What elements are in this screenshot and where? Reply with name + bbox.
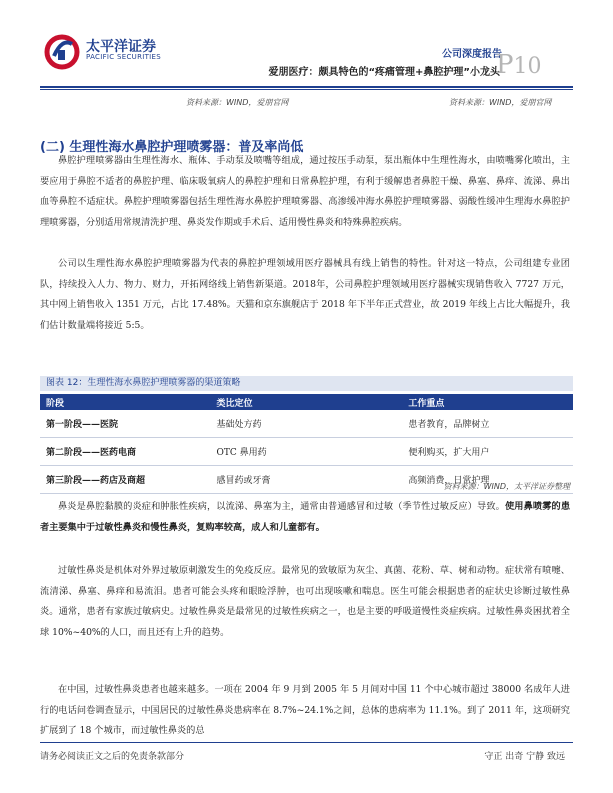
cell-focus: 高频消费，日常护理 (402, 466, 573, 494)
footer-disclaimer: 请务必阅读正文之后的免责条款部分 (40, 752, 185, 762)
cell-stage: 第二阶段——医药电商 (40, 438, 211, 466)
source-note-left: 资料来源：WIND，爱朋官网 (186, 98, 289, 107)
cell-stage: 第三阶段——药店及商超 (40, 466, 211, 494)
paragraph-5: 在中国，过敏性鼻炎患者也越来越多。一项在 2004 年 9 月到 2005 年 5 月间对中国 11 个中心城市超过 38000 名成年人进行的电话问卷调查显示，中国居民的过敏性鼻炎患病率在 8.7%~24.1%之间，总体的患病率为 11.1%。到了 2011 年，这项研究扩展到了 18 个城市，而过敏性鼻炎的总 (40, 684, 570, 737)
logo-text-en: PACIFIC SECURITIES (86, 53, 162, 61)
figure-source: 资料来源：WIND，太平洋证券整理 (443, 482, 570, 491)
col-header-positioning: 类比定位 (211, 394, 403, 410)
header-rule (40, 86, 573, 88)
col-header-focus: 工作重点 (402, 394, 573, 410)
footer-motto: 守正 出奇 宁静 致远 (484, 752, 565, 762)
cell-stage: 第一阶段——医院 (40, 410, 211, 438)
cell-positioning: 感冒药或牙膏 (211, 466, 403, 494)
source-note-right: 资料来源：WIND，爱朋官网 (449, 98, 552, 107)
col-header-stage: 阶段 (40, 394, 211, 410)
paragraph-3: 鼻炎是鼻腔黏膜的炎症和肿胀性疾病，以流涕、鼻塞为主，通常由普通感冒和过敏（季节性过敏反应）导致。使用鼻喷雾的患者主要集中于过敏性鼻炎和慢性鼻炎，复购率较高，成人和儿童都有。 (40, 501, 571, 533)
paragraph-3-emphasis: 使用鼻喷雾的患者主要集中于过敏性鼻炎和慢性鼻炎，复购率较高，成人和儿童都有。 (40, 501, 571, 533)
figure-title: 图表 12：生理性海水鼻腔护理喷雾器的渠道策略 (40, 376, 573, 391)
table-row (40, 438, 573, 466)
page-title: 爱朋医疗：颇具特色的“疼痛管理+鼻腔护理”小龙头 (268, 67, 500, 78)
cell-positioning: 基础处方药 (211, 410, 403, 438)
table-row (40, 410, 573, 438)
cell-focus: 便利购买，扩大用户 (402, 438, 573, 466)
paragraph-2: 公司以生理性海水鼻腔护理喷雾器为代表的鼻腔护理领域用医疗器械具有线上销售的特性。针对这一特点，公司组建专业团队，持续投入人力、物力、财力，开拓网络线上销售新渠道。2018年，公司鼻腔护理领域用医疗器械实现销售收入 7727 万元，其中网上销售收入 1351 万元，占比 17.48%。天猫和京东旗舰店于 2018 年下半年正式营业，故 2019 年线上占比大幅提升，我们估计数量端将接近 5:5。 (40, 258, 570, 331)
logo-text-cn: 太平洋证券 (86, 39, 156, 55)
paragraph-1: 鼻腔护理喷雾器由生理性海水、瓶体、手动泵及喷嘴等组成，通过按压手动泵，泵出瓶体中生理性海水，由喷嘴雾化喷出，主要应用于鼻腔不适者的鼻腔护理、临床吸氧病人的鼻腔护理和日常鼻腔护理，有利于缓解患者鼻腔干燥、鼻塞、鼻痒、流涕、鼻出血等鼻腔不适症状。鼻腔护理喷雾器包括生理性海水鼻腔护理喷雾器、高渗缓冲海水鼻腔护理喷雾器、弱酸性缓冲生理海水鼻腔护理喷雾器，分别适用常规清洗护理、鼻炎发作期或手术后、适用慢性鼻炎和特殊鼻腔疾病。 (40, 155, 570, 228)
report-type: 公司深度报告 (442, 49, 502, 60)
page-number: P10 (496, 50, 542, 80)
footer-rule (40, 742, 573, 743)
table-header-row (40, 394, 573, 410)
paragraph-4: 过敏性鼻炎是机体对外界过敏原刺激发生的免疫反应。最常见的致敏原为灰尘、真菌、花粉、草、树和动物。症状常有喷嚏、流清涕、鼻塞、鼻痒和易流泪。患者可能会头疼和眼睑浮肿，也可出现咳嗽和喘息。医生可能会根据患者的症状史诊断过敏性鼻炎。通常，患者有家族过敏病史。过敏性鼻炎是最常见的过敏性疾病之一，也是主要的呼吸道慢性炎症疾病。过敏性鼻炎困扰着全球 10%~40%的人口，而且还有上升的趋势。 (40, 565, 570, 638)
header-rule-thin (40, 89, 573, 90)
cell-focus: 患者教育，品牌树立 (402, 410, 573, 438)
cell-positioning: OTC 鼻用药 (211, 438, 403, 466)
section-heading: (二) 生理性海水鼻腔护理喷雾器：普及率尚低 (40, 140, 304, 155)
channel-strategy-table (40, 394, 573, 494)
